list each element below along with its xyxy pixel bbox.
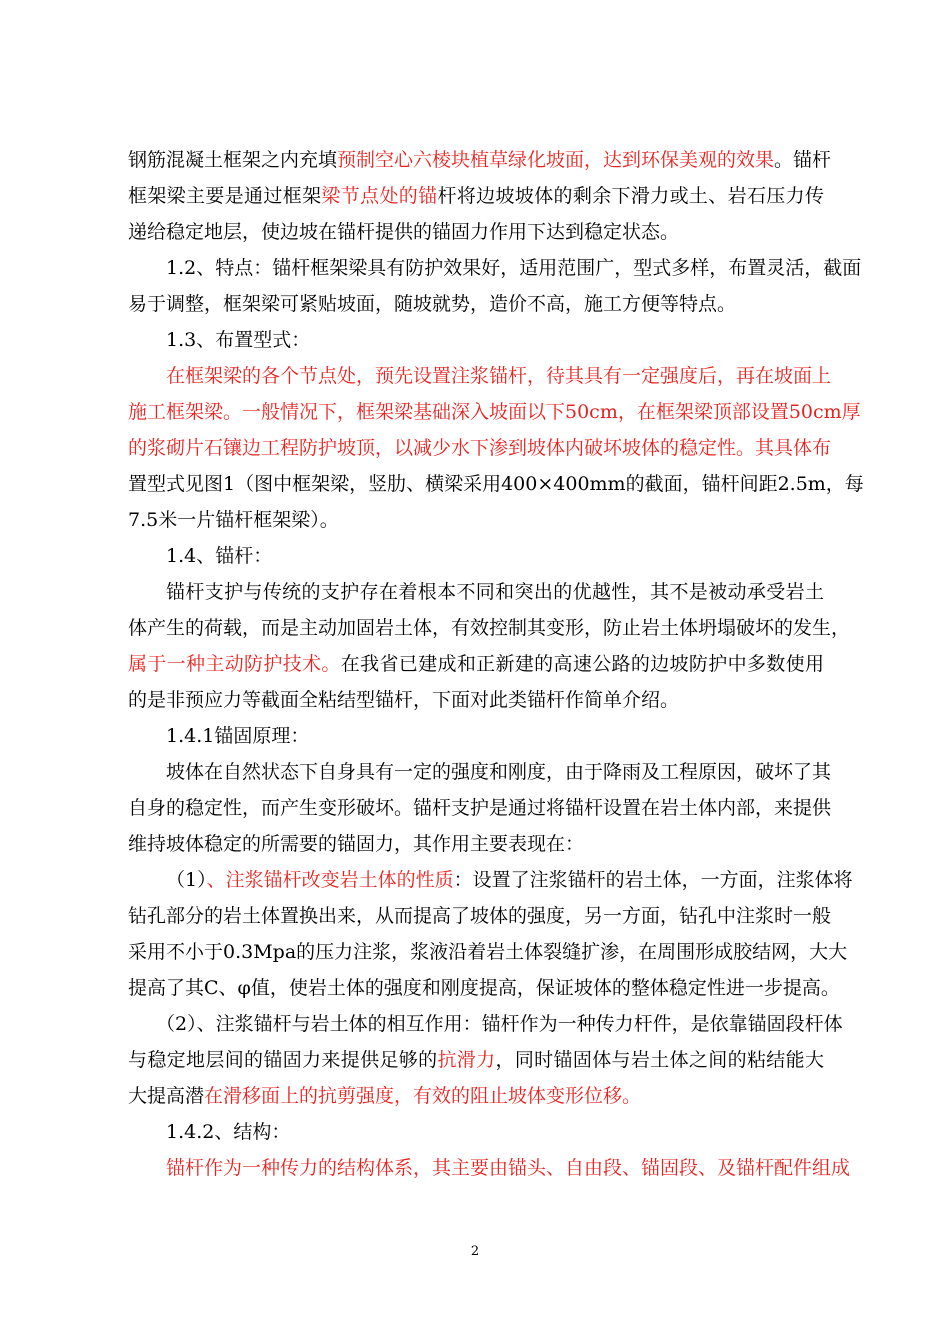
text-segment: 坡体在自然状态下自身具有一定的强度和刚度，由于降雨及工程原因，破坏了其 (166, 761, 832, 783)
text-line (128, 754, 832, 790)
text-line (128, 1042, 824, 1078)
text-segment: 钻孔部分的岩土体置换出来，从而提高了坡体的强度，另一方面，钻孔中注浆时一般 (128, 905, 832, 927)
text-segment: 1.4、锚杆： (166, 545, 273, 567)
text-segment: 大提高潜 (128, 1085, 205, 1107)
text-line (128, 394, 861, 430)
text-segment: 自身的稳定性，而产生变形破坏。锚杆支护是通过将锚杆设置在岩土体内部，来提供 (128, 797, 832, 819)
text-segment: 的是非预应力等截面全粘结型锚杆，下面对此类锚杆作简单介绍。 (128, 689, 680, 711)
text-line (128, 682, 824, 718)
highlighted-text: 在滑移面上的抗剪强度，有效的阻止坡体变形位移。 (204, 1085, 642, 1107)
text-segment: 锚杆支护与传统的支护存在着根本不同和突出的优越性，其不是被动承受岩土 (166, 581, 824, 603)
highlighted-text: 施工框架梁。一般情况下，框架梁基础深入坡面以下50cm，在框架梁顶部设置50cm厚 (128, 401, 861, 423)
text-line (128, 790, 832, 826)
text-line (128, 466, 864, 502)
highlighted-text: 梁节点处的锚 (321, 185, 438, 207)
text-line (128, 286, 824, 322)
highlighted-text: 属于一种主动防护技术。 (128, 653, 341, 675)
text-line (128, 178, 824, 214)
text-line (128, 934, 848, 970)
text-line (128, 430, 832, 466)
section-heading (128, 718, 824, 754)
text-segment: 1.4.1锚固原理： (166, 725, 310, 747)
text-line (128, 970, 840, 1006)
text-line (128, 1078, 824, 1114)
text-segment: 1.2、特点：锚杆框架梁具有防护效果好，适用范围广，型式多样，布置灵活，截面 (166, 257, 862, 279)
text-line (128, 250, 862, 286)
highlighted-text: 锚杆作为一种传力的结构体系，其主要由锚头、自由段、锚固段、及锚杆配件组成 (166, 1157, 851, 1179)
text-line (128, 1006, 843, 1042)
text-segment: （1） (166, 869, 207, 891)
highlighted-text: 抗滑力 (437, 1049, 496, 1071)
text-line (128, 358, 832, 394)
text-segment: 维持坡体稳定的所需要的锚固力，其作用主要表现在： (128, 833, 585, 855)
highlighted-text: 在框架梁的各个节点处，预先设置注浆锚杆，待其具有一定强度后，再在坡面上 (166, 365, 832, 387)
text-line (128, 214, 824, 250)
text-segment: 提高了其C、φ值，使岩土体的强度和刚度提高，保证坡体的整体稳定性进一步提高。 (128, 977, 840, 999)
text-segment: （2）、注浆锚杆与岩土体的相互作用：锚杆作为一种传力杆件，是依靠锚固段杆体 (156, 1013, 843, 1035)
text-segment: 与稳定地层间的锚固力来提供足够的 (128, 1049, 438, 1071)
text-segment: 钢筋混凝土框架之内充填 (128, 149, 338, 171)
text-segment: 置型式见图1（图中框架梁，竖肋、横梁采用400×400mm的截面，锚杆间距2.5m，每 (128, 473, 864, 495)
text-segment: 杆将边坡坡体的剩余下滑力或土、岩石压力传 (437, 185, 824, 207)
text-segment: 。锚杆 (774, 149, 832, 171)
text-segment: 在我省已建成和正新建的高速公路的边坡防护中多数使用 (340, 653, 824, 675)
highlighted-text: 的浆砌片石镶边工程防护坡顶，以减少水下渗到坡体内破坏坡体的稳定性。其具体布 (128, 437, 832, 459)
text-segment: ：设置了注浆锚杆的岩土体，一方面，注浆体将 (453, 869, 853, 891)
body-text (128, 142, 864, 1186)
text-line (128, 826, 824, 862)
highlighted-text: 预制空心六棱块植草绿化坡面，达到环保美观的效果 (337, 149, 775, 171)
text-line (128, 1150, 851, 1186)
text-line (128, 610, 851, 646)
text-segment: 体产生的荷载，而是主动加固岩土体，有效控制其变形，防止岩土体坍塌破坏的发生， (128, 617, 851, 639)
text-segment: 易于调整，框架梁可紧贴坡面，随坡就势，造价不高，施工方便等特点。 (128, 293, 737, 315)
text-line (128, 646, 824, 682)
highlighted-text: 、注浆锚杆改变岩土体的性质 (206, 869, 454, 891)
text-segment: 框架梁主要是通过框架 (128, 185, 322, 207)
text-segment: 采用不小于0.3Mpa的压力注浆，浆液沿着岩土体裂缝扩渗，在周围形成胶结网，大大 (128, 941, 848, 963)
text-segment: ，同时锚固体与岩土体之间的粘结能大 (495, 1049, 824, 1071)
text-line (128, 862, 853, 898)
section-heading (128, 538, 824, 574)
section-heading (128, 322, 824, 358)
text-segment: 递给稳定地层，使边坡在锚杆提供的锚固力作用下达到稳定状态。 (128, 221, 680, 243)
text-line (128, 898, 832, 934)
text-line (128, 502, 824, 538)
page-number: 2 (470, 1244, 480, 1259)
section-heading (128, 1114, 824, 1150)
text-segment: 1.4.2、结构： (166, 1121, 291, 1143)
text-segment: 1.3、布置型式： (166, 329, 311, 351)
text-segment: 7.5米一片锚杆框架梁）。 (128, 509, 339, 531)
text-line (128, 574, 824, 610)
text-line (128, 142, 832, 178)
